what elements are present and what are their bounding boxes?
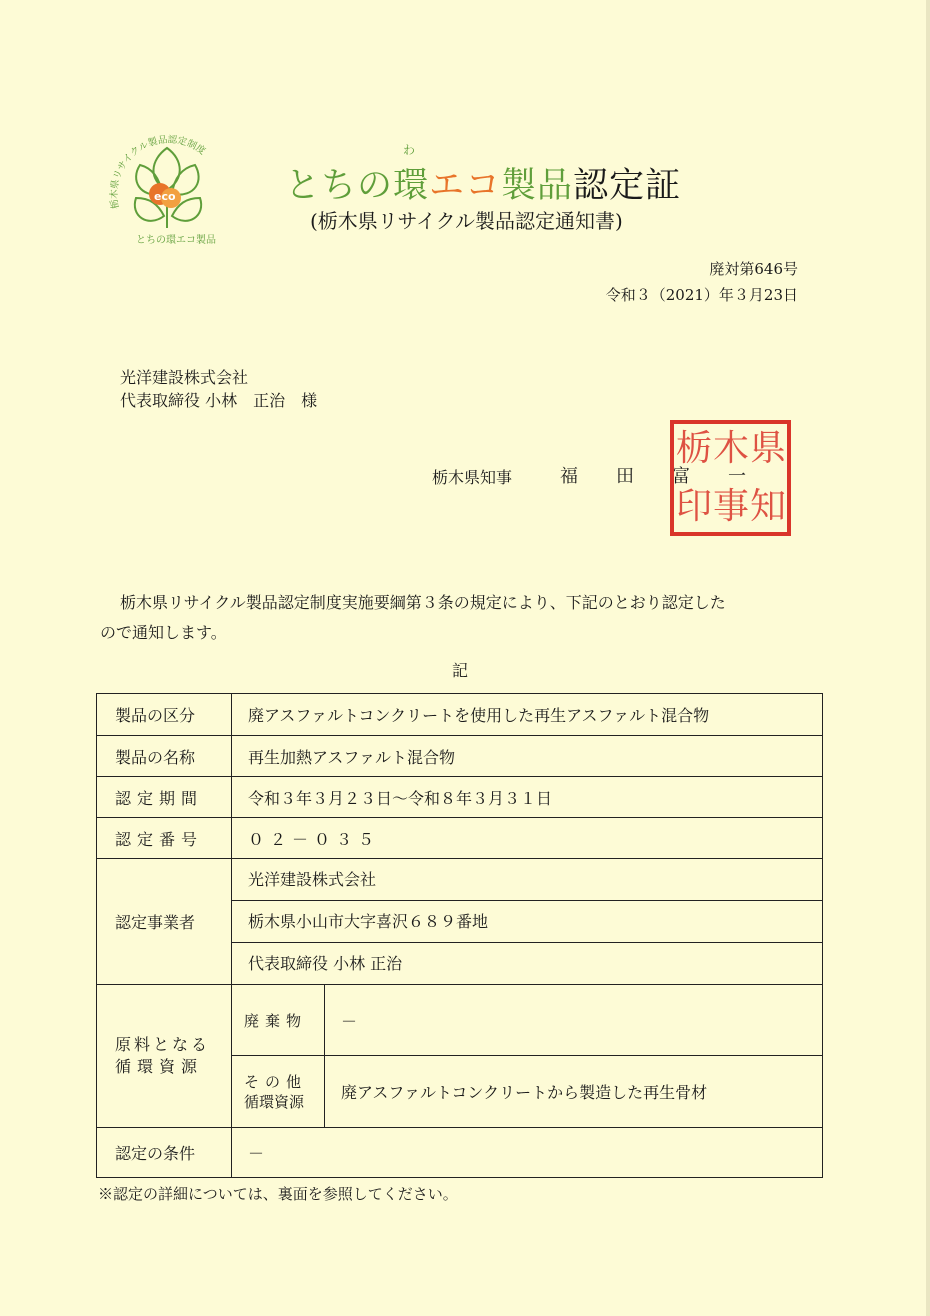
category-value: 廃アスファルトコンクリートを使用した再生アスファルト混合物 bbox=[232, 694, 823, 736]
footnote: ※認定の詳細については、裏面を参照してください。 bbox=[98, 1185, 458, 1203]
body-text-line-2: ので通知します。 bbox=[100, 623, 227, 642]
period-value: 令和３年３月２３日～令和８年３月３１日 bbox=[232, 777, 823, 818]
resource-label-line-2: 循環資源 bbox=[115, 1057, 204, 1076]
title-part-5: 認定証 bbox=[573, 166, 682, 206]
table-row bbox=[97, 777, 823, 818]
logo-ring-text: 栃木県リサイクル製品認定制度 bbox=[108, 134, 208, 210]
other-label-line-1: その他 bbox=[244, 1072, 308, 1091]
operator-company: 光洋建設株式会社 bbox=[232, 859, 822, 901]
certificate-subtitle: (栃木県リサイクル製品認定通知書) bbox=[310, 209, 623, 233]
condition-label: 認定の条件 bbox=[97, 1128, 232, 1178]
table-row bbox=[97, 859, 823, 985]
operator-address: 栃木県小山市大字喜沢６８９番地 bbox=[232, 901, 822, 943]
addressee-person: 代表取締役 小林 正治 様 bbox=[120, 391, 318, 410]
document-date: 令和３（2021）年３月23日 bbox=[605, 286, 798, 304]
name-label: 製品の名称 bbox=[97, 736, 232, 777]
operator-cell bbox=[232, 859, 823, 985]
seal-char-2: 知 bbox=[750, 486, 787, 527]
table-row bbox=[97, 818, 823, 859]
table-row bbox=[97, 985, 823, 1056]
name-value: 再生加熱アスファルト混合物 bbox=[232, 736, 823, 777]
title-part-3: エコ bbox=[429, 166, 502, 206]
number-label: 認定番号 bbox=[97, 818, 232, 859]
other-resource-value: 廃アスファルトコンクリートから製造した再生骨材 bbox=[325, 1056, 823, 1128]
seal-char-1: 県 bbox=[750, 428, 787, 469]
seal-char-6: 木 bbox=[713, 428, 750, 469]
waste-value: － bbox=[325, 985, 823, 1056]
seal-char-5: 事 bbox=[713, 486, 750, 527]
seal-char-7: 印 bbox=[676, 486, 713, 527]
page-edge bbox=[926, 0, 930, 1316]
logo-eco-text: eco bbox=[154, 190, 176, 203]
certificate-title bbox=[285, 158, 681, 208]
category-label: 製品の区分 bbox=[97, 694, 232, 736]
number-value: ０２－０３５ bbox=[232, 818, 823, 859]
table-row bbox=[97, 694, 823, 736]
period-label: 認定期間 bbox=[97, 777, 232, 818]
document-number: 廃対第646号 bbox=[709, 260, 798, 278]
title-part-2: 環 bbox=[393, 166, 430, 206]
eco-product-logo bbox=[100, 120, 235, 250]
logo-bottom-text: とちの環エコ製品 bbox=[136, 235, 216, 246]
certification-table bbox=[96, 693, 823, 1178]
table-row bbox=[97, 736, 823, 777]
title-part-4: 製品 bbox=[501, 166, 574, 206]
other-resource-label bbox=[232, 1056, 325, 1128]
body-text-line-1: 栃木県リサイクル製品認定制度実施要綱第３条の規定により、下記のとおり認定した bbox=[120, 593, 726, 612]
title-ruby: わ bbox=[403, 143, 416, 157]
official-seal bbox=[668, 418, 793, 538]
other-label-line-2: 循環資源 bbox=[244, 1092, 305, 1111]
resource-label-line-1: 原料となる bbox=[115, 1035, 211, 1054]
seal-char-3: 栃 bbox=[676, 428, 713, 469]
resource-label bbox=[97, 985, 232, 1128]
table-row bbox=[97, 1128, 823, 1178]
operator-representative: 代表取締役 小林 正治 bbox=[248, 954, 403, 973]
issuer-name: 福 田 富 一 bbox=[560, 466, 756, 487]
addressee-company: 光洋建設株式会社 bbox=[120, 368, 249, 387]
waste-label: 廃棄物 bbox=[232, 985, 325, 1056]
issuer-title: 栃木県知事 bbox=[432, 468, 513, 487]
operator-label: 認定事業者 bbox=[97, 859, 232, 985]
title-part-1: とちの bbox=[285, 166, 394, 206]
condition-value: － bbox=[232, 1128, 823, 1178]
ki-heading: 記 bbox=[452, 661, 469, 680]
